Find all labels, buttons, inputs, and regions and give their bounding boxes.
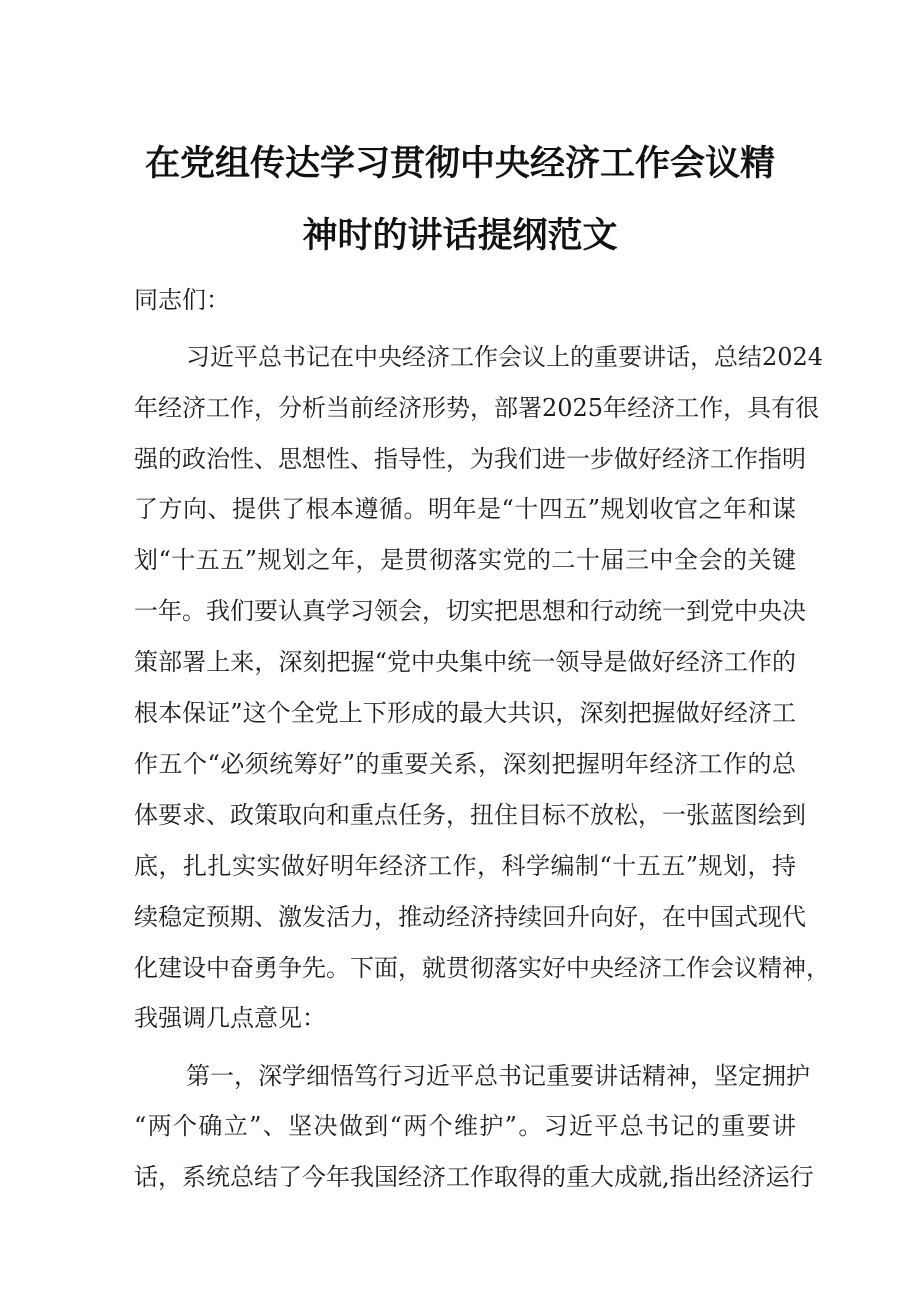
- salutation: 同志们：: [134, 286, 230, 314]
- paragraph-1-line: 化建设中奋勇争先。下面，就贯彻落实好中央经济工作会议精神，: [134, 954, 830, 982]
- document-title-line-1: 在党组传达学习贯彻中央经济工作会议精: [144, 144, 775, 184]
- paragraph-1-line: 体要求、政策取向和重点任务，扭住目标不放松，一张蓝图绘到: [134, 801, 806, 829]
- paragraph-2-line: “两个确立”、坚决做到“两个维护”。习近平总书记的重要讲: [134, 1112, 796, 1140]
- paragraph-1-line: 策部署上来，深刻把握“党中央集中统一领导是做好经济工作的: [134, 648, 796, 676]
- paragraph-1-line: 作五个“必须统筹好”的重要关系，深刻把握明年经济工作的总: [134, 750, 796, 778]
- paragraph-1-line: 习近平总书记在中央经济工作会议上的重要讲话，总结2024: [186, 343, 824, 371]
- paragraph-1-line: 底，扎扎实实做好明年经济工作，科学编制“十五五”规划，持: [134, 852, 796, 880]
- paragraph-1-line: 续稳定预期、激发活力，推动经济持续回升向好，在中国式现代: [134, 903, 806, 931]
- paragraph-1-line: 划“十五五”规划之年，是贯彻落实党的二十届三中全会的关键: [134, 546, 796, 574]
- paragraph-1-line: 我强调几点意见：: [134, 1004, 326, 1032]
- paragraph-1-line: 年经济工作，分析当前经济形势，部署2025年经济工作，具有很: [134, 394, 820, 422]
- paragraph-1-line: 根本保证”这个全党上下形成的最大共识，深刻把握做好经济工: [134, 699, 796, 727]
- paragraph-1-line: 一年。我们要认真学习领会，切实把思想和行动统一到党中央决: [134, 597, 806, 625]
- document-title-line-2: 神时的讲话提纲范文: [302, 216, 618, 256]
- paragraph-2-line: 话，系统总结了今年我国经济工作取得的重大成就,指出经济运行: [134, 1163, 814, 1191]
- paragraph-1-line: 了方向、提供了根本遵循。明年是“十四五”规划收官之年和谋: [134, 495, 796, 523]
- paragraph-2-line: 第一，深学细悟笃行习近平总书记重要讲话精神，坚定拥护: [186, 1062, 810, 1090]
- paragraph-1-line: 强的政治性、思想性、指导性，为我们进一步做好经济工作指明: [134, 445, 806, 473]
